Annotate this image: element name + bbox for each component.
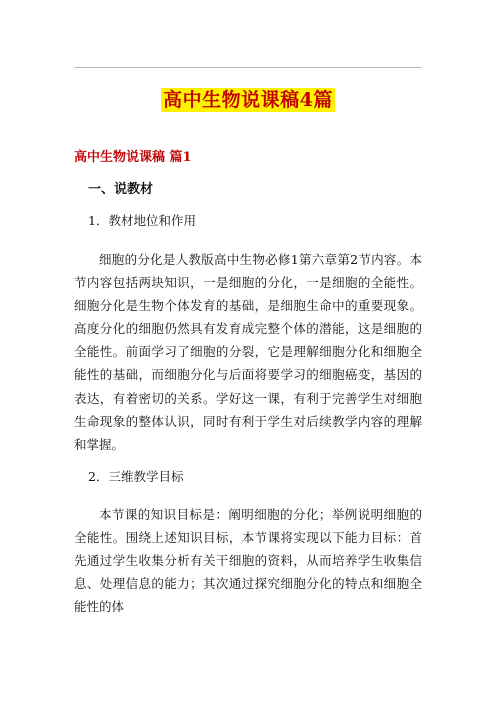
item-heading-teaching-objectives: 2．三维教学目标 [88,469,184,484]
header-rule [74,67,422,68]
item-heading-position-role: 1．教材地位和作用 [88,213,196,228]
document-title-text: 高中生物说课稿4篇 [163,89,333,111]
section-heading-teaching-material: 一、说教材 [88,182,154,197]
article-subtitle: 高中生物说课稿 篇1 [74,150,192,165]
paragraph-teaching-objectives: 本节课的知识目标是：阐明细胞的分化；举例说明细胞的全能性。围绕上述知识目标，本节课将实现以下能力目标：首先通过学生收集分析有关干细胞的资料，从而培养学生收集信息、处理信息的能力；其次通过探究细胞分化的特点和细胞全能性的体 [74,507,422,615]
paragraph-position-role: 细胞的分化是人教版高中生物必修1第六章第2节内容。本节内容包括两块知识，一是细胞的分化，一是细胞的全能性。细胞分化是生物个体发育的基础，是细胞生命中的重要现象。高度分化的细胞仍然具有发育成完整个体的潜能，这是细胞的全能性。前面学习了细胞的分裂，它是理解细胞分化和细胞全能性的基础，而细胞分化与后面将要学习的细胞癌变，基因的表达，有着密切的关系。学好这一课，有利于完善学生对细胞生命现象的整体认识，同时有利于学生对后续教学内容的理解和掌握。 [74,252,422,452]
document-title [0,86,496,114]
